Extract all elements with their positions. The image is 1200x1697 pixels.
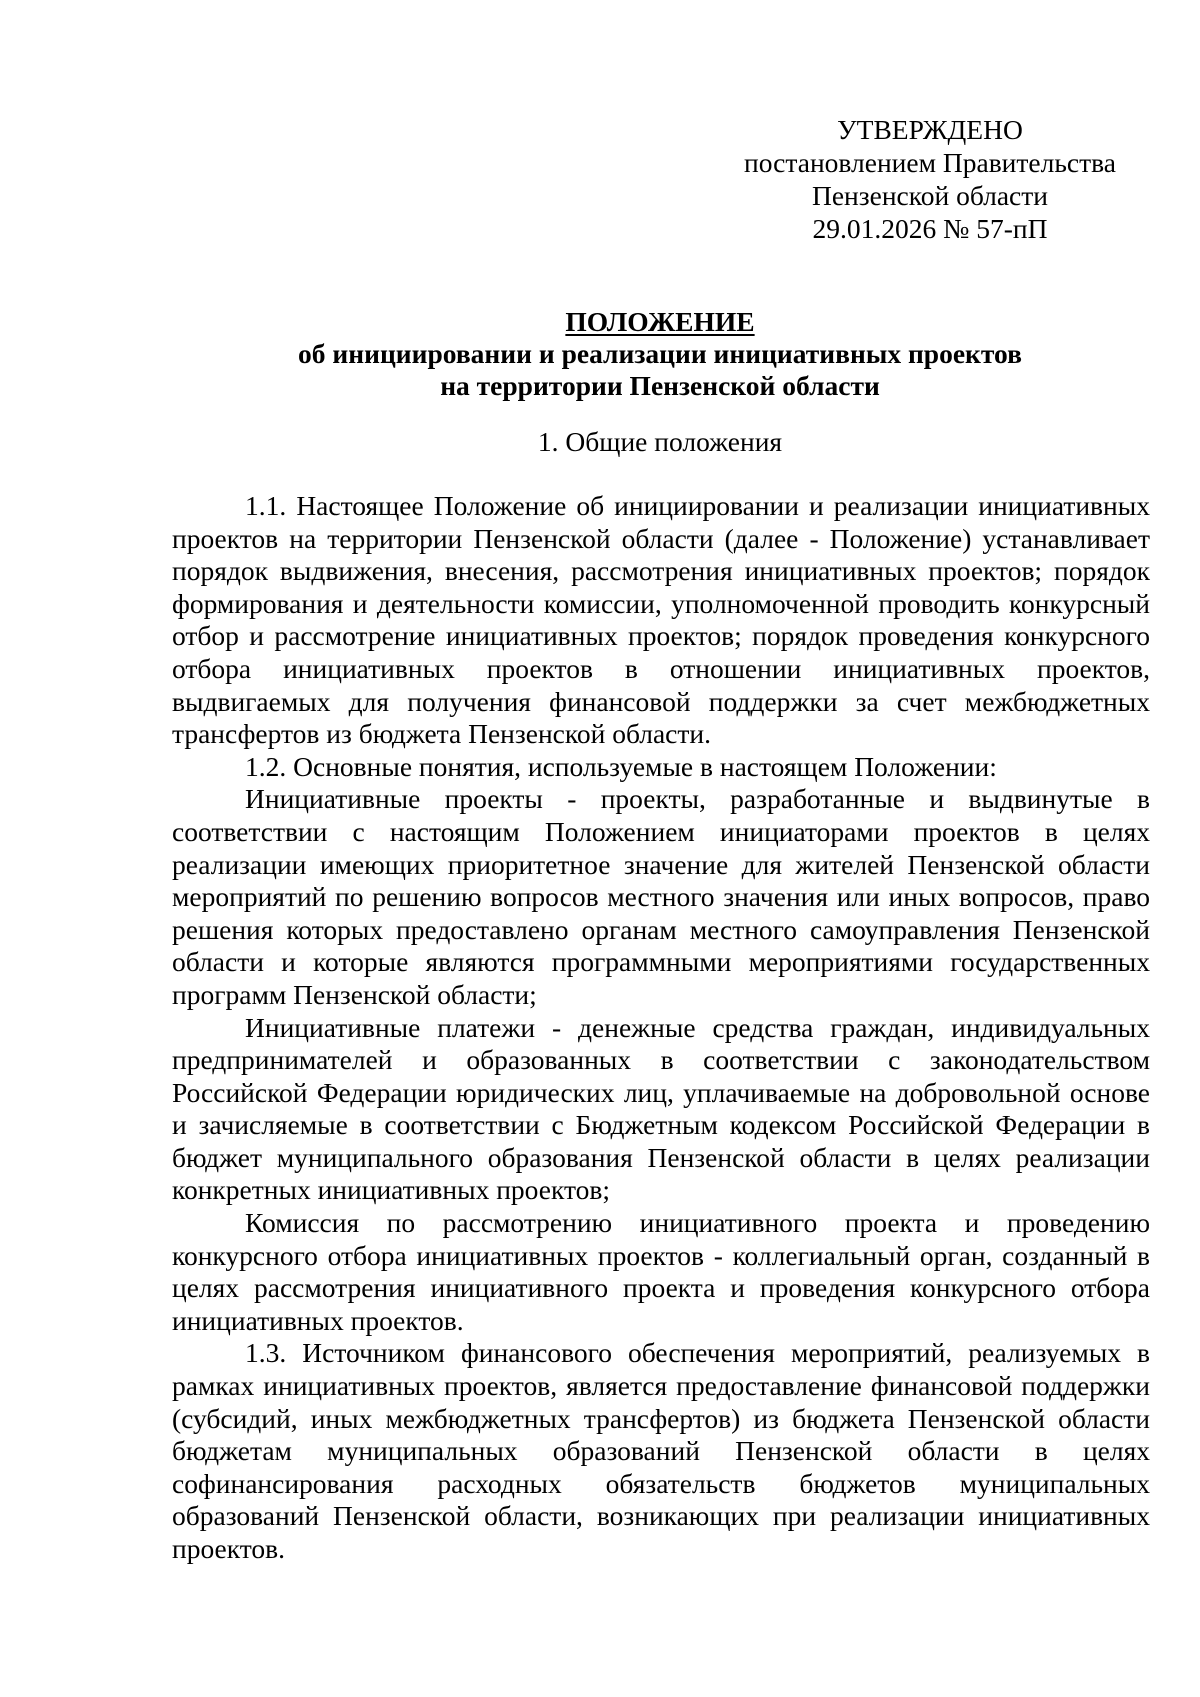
approval-region: Пензенской области <box>811 180 1048 211</box>
paragraph-1-2: 1.2. Основные понятия, используемые в настоящем Положении: <box>245 750 997 782</box>
definition-initiative-projects: Инициативные проекты - проекты, разработанные и выдвинутые в соответствии с настоящим Положением инициаторами проектов в целях реализации имеющих приоритетное значение для жителей Пензенской области мероприятий по решению вопросов местного значения или иных вопросов, право решения которых предоставлено органам местного самоуправления Пензенской области и которые являются программными мероприятиями государственных программ Пензенской области; <box>172 783 1150 1010</box>
paragraph-1-3: 1.3. Источником финансового обеспечения мероприятий, реализуемых в рамках инициативных проектов, является предоставление финансовой поддержки (субсидий, иных межбюджетных трансфертов) из бюджета Пензенской области бюджетам муниципальных образований Пензенской области в целях софинансирования расходных обязательств бюджетов муниципальных образований Пензенской области, возникающих при реализации инициативных проектов. <box>172 1337 1150 1564</box>
title-main: ПОЛОЖЕНИЕ <box>565 306 755 337</box>
paragraph-1-1: 1.1. Настоящее Положение об инициировании и реализации инициативных проектов на территории Пензенской области (далее - Положение) устанавливает порядок выдвижения, внесения, рассмотрения инициативных проектов; порядок формирования и деятельности комиссии, уполномоченной проводить конкурсный отбор и рассмотрение инициативных проектов; порядок проведения конкурсного отбора инициативных проектов в отношении инициативных проектов, выдвигаемых для получения финансовой поддержки за счет межбюджетных трансфертов из бюджета Пензенской области. <box>172 490 1150 750</box>
title-subject: об инициировании и реализации инициативных проектов <box>298 338 1022 369</box>
document-title <box>170 306 1150 402</box>
document-body <box>172 490 1150 1566</box>
approval-stamp <box>730 113 1130 245</box>
section-heading: 1. Общие положения <box>537 426 783 457</box>
approval-heading: УТВЕРЖДЕНО <box>837 114 1023 145</box>
title-territory: на территории Пензенской области <box>440 370 880 401</box>
definition-initiative-payments: Инициативные платежи - денежные средства граждан, индивидуальных предпринимателей и образованных в соответствии с законодательством Российской Федерации юридических лиц, уплачиваемые на добровольной основе и зачисляемые в соответствии с Бюджетным кодексом Российской Федерации в бюджет муниципального образования Пензенской области в целях реализации конкретных инициативных проектов; <box>172 1011 1150 1206</box>
approval-authority: постановлением Правительства <box>744 147 1116 178</box>
approval-date-number: 29.01.2026 № 57-пП <box>812 213 1048 244</box>
definition-commission: Комиссия по рассмотрению инициативного проекта и проведению конкурсного отбора инициативных проектов - коллегиальный орган, созданный в целях рассмотрения инициативного проекта и проведения конкурсного отбора инициативных проектов. <box>172 1207 1150 1336</box>
